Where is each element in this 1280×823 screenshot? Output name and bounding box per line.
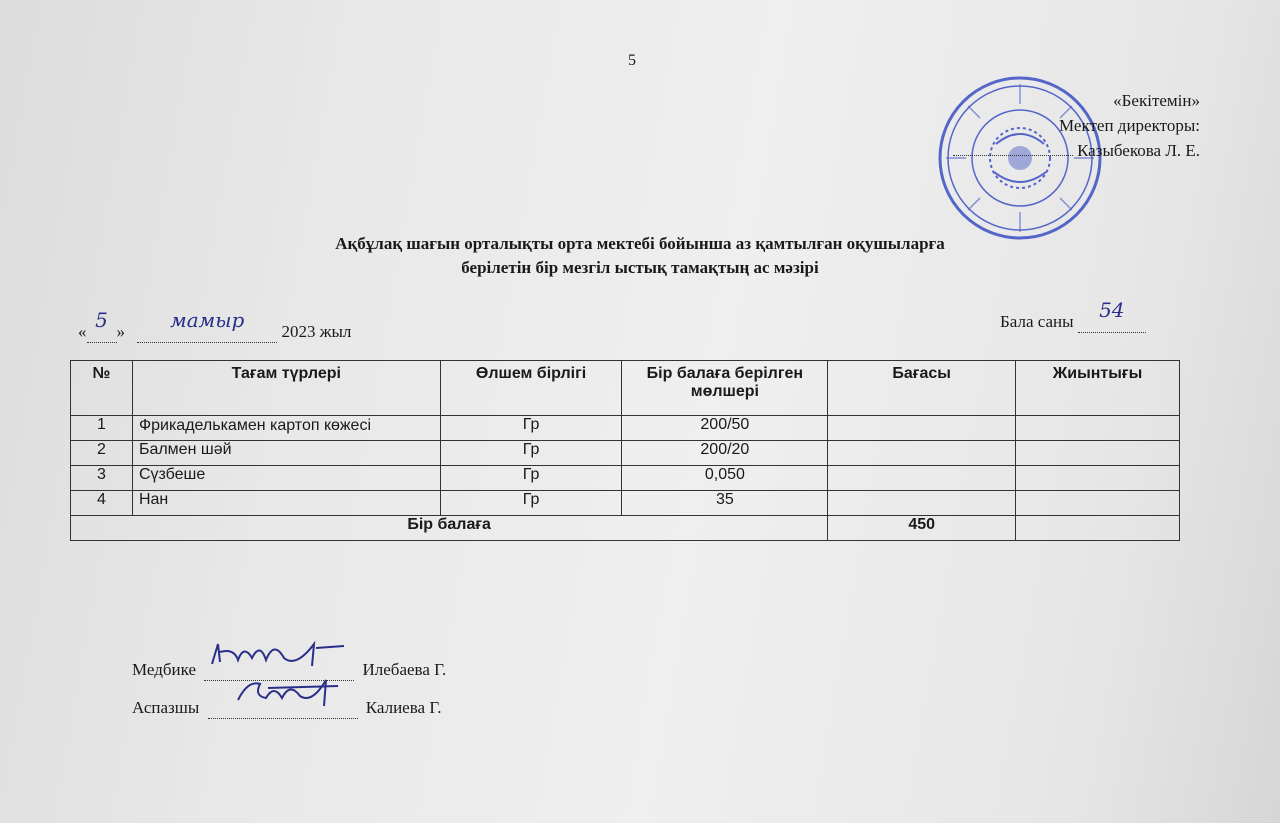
- date-close-quote: »: [116, 322, 125, 341]
- date-year: 2023 жыл: [281, 322, 352, 341]
- row-price: [828, 416, 1016, 441]
- row-number: 2: [71, 441, 133, 466]
- date-month: мамыр: [170, 308, 245, 332]
- header-dish: Тағам түрлері: [132, 361, 440, 416]
- row-number: 1: [71, 416, 133, 441]
- children-label: Бала саны: [1000, 312, 1074, 331]
- total-label: Бір балаға: [71, 516, 828, 541]
- approval-heading: «Бекітемін»: [1113, 91, 1200, 110]
- total-value: 450: [828, 516, 1016, 541]
- row-number: 3: [71, 466, 133, 491]
- row-dish: Нан: [132, 491, 440, 516]
- row-amount: 200/50: [622, 416, 828, 441]
- row-dish: Балмен шәй: [132, 441, 440, 466]
- date-month-field: [137, 308, 277, 343]
- row-price: [828, 466, 1016, 491]
- approval-position: Мектеп директоры:: [1059, 116, 1200, 135]
- approval-signature: [953, 138, 1200, 163]
- row-price: [828, 441, 1016, 466]
- cook-signature-line: [132, 698, 441, 719]
- row-price: [828, 491, 1016, 516]
- row-number: 4: [71, 491, 133, 516]
- table-row: [71, 491, 1180, 516]
- row-amount: 200/20: [622, 441, 828, 466]
- row-unit: Гр: [440, 466, 622, 491]
- table-row: [71, 441, 1180, 466]
- date-line: [78, 308, 352, 343]
- children-count-field: [1078, 298, 1146, 333]
- row-total: [1016, 416, 1180, 441]
- row-unit: Гр: [440, 491, 622, 516]
- row-dish: Фрикаделькамен картоп көжесі: [132, 416, 440, 441]
- row-total: [1016, 491, 1180, 516]
- table-row: [71, 466, 1180, 491]
- nurse-role: Медбике: [132, 660, 196, 679]
- children-count-line: [1000, 298, 1146, 333]
- nurse-handwritten-signature: [204, 638, 354, 672]
- header-total: Жиынтығы: [1016, 361, 1180, 416]
- nurse-name: Илебаева Г.: [362, 660, 447, 679]
- table-header-row: [71, 361, 1180, 416]
- row-unit: Гр: [440, 416, 622, 441]
- header-unit: Өлшем бірлігі: [440, 361, 622, 416]
- page-number: 5: [628, 52, 636, 69]
- title-line-2: берілетін бір мезгіл ыстық тамақтың ас мәзірі: [461, 258, 819, 277]
- row-amount: 0,050: [622, 466, 828, 491]
- row-total: [1016, 441, 1180, 466]
- cook-signature-field: [208, 698, 358, 719]
- header-amount: Бір балаға берілген мөлшері: [622, 361, 828, 416]
- cook-name: Калиева Г.: [365, 698, 442, 717]
- row-unit: Гр: [440, 441, 622, 466]
- total-row: [71, 516, 1180, 541]
- header-price: Бағасы: [828, 361, 1016, 416]
- approval-signature-line: [953, 155, 1073, 156]
- table-row: [71, 416, 1180, 441]
- approval-block: [953, 88, 1200, 163]
- menu-table: [70, 360, 1180, 541]
- date-day: 5: [95, 308, 108, 332]
- row-amount: 35: [622, 491, 828, 516]
- date-open-quote: «: [78, 322, 87, 341]
- row-dish: Сүзбеше: [132, 466, 440, 491]
- row-total: [1016, 466, 1180, 491]
- cook-role: Аспазшы: [132, 698, 200, 717]
- cook-handwritten-signature: [208, 676, 358, 710]
- header-number: №: [71, 361, 133, 416]
- children-count: 54: [1099, 298, 1125, 322]
- date-day-field: [87, 308, 117, 343]
- title-line-1: Ақбұлақ шағын орталықты орта мектебі бойынша аз қамтылған оқушыларға: [335, 234, 945, 253]
- page-title: [180, 232, 1100, 280]
- total-empty-cell: [1016, 516, 1180, 541]
- approval-director-name: Казыбекова Л. Е.: [1077, 141, 1200, 160]
